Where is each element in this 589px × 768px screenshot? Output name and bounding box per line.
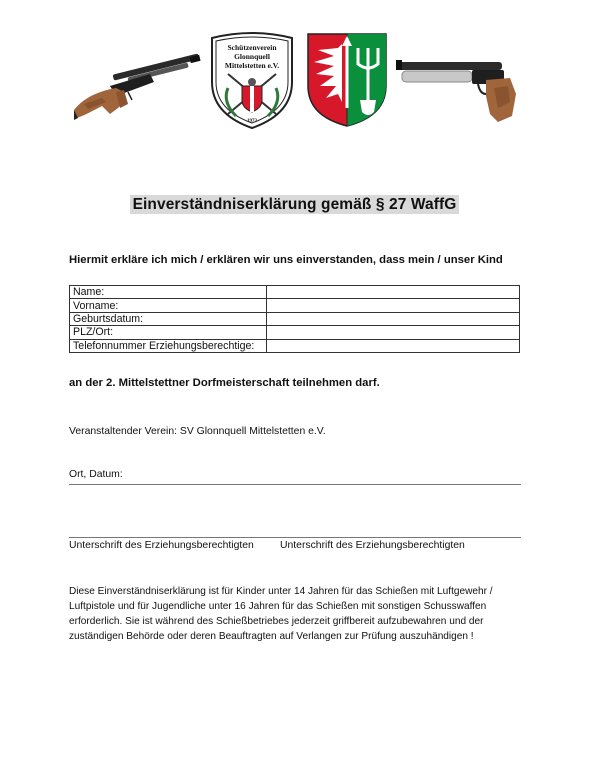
row-field-first-name[interactable] bbox=[267, 299, 520, 312]
club-logo-year: 1973 bbox=[247, 119, 257, 124]
legal-note bbox=[69, 584, 521, 644]
row-field-guardian-phone[interactable] bbox=[267, 339, 520, 352]
table-row bbox=[70, 312, 520, 325]
legal-note-line: zuständigen Behörde oder deren Beauftragten auf Verlangen zur Prüfung auszuhändigen ! bbox=[69, 631, 474, 642]
legal-note-line: erforderlich. Sie ist während des Schießbetriebes jederzeit griffbereit aufzubewahren und der bbox=[69, 616, 484, 627]
row-label-birth-date: Geburtsdatum: bbox=[70, 312, 267, 325]
place-date-line[interactable] bbox=[69, 484, 521, 485]
signature-label-2: Unterschrift des Erziehungsberechtigten bbox=[280, 540, 465, 551]
organizer-line: Veranstaltender Verein: SV Glonnquell Mittelstetten e.V. bbox=[69, 426, 326, 437]
table-row bbox=[70, 299, 520, 312]
municipal-coat-of-arms bbox=[304, 30, 390, 128]
row-label-name: Name: bbox=[70, 286, 267, 299]
signature-line[interactable] bbox=[69, 537, 521, 538]
legal-note-line: Luftpistole und für Jugendliche unter 16 Jahren für das Schießen mit sonstigen Schusswaffen bbox=[69, 601, 487, 612]
child-info-table bbox=[69, 285, 520, 353]
row-label-guardian-phone: Telefonnummer Erziehungsberechtige: bbox=[70, 339, 267, 352]
table-row bbox=[70, 326, 520, 339]
table-row bbox=[70, 339, 520, 352]
air-pistol-image bbox=[394, 54, 520, 126]
document-title bbox=[0, 196, 589, 214]
air-rifle-image bbox=[72, 52, 204, 122]
row-label-postcode-city: PLZ/Ort: bbox=[70, 326, 267, 339]
document-title-text: Einverständniserklärung gemäß § 27 WaffG bbox=[130, 195, 460, 214]
club-logo-line-3: Mittelstetten e.V. bbox=[224, 61, 280, 70]
club-logo-line-2: Glonnquell bbox=[234, 52, 270, 61]
club-logo-line-1: Schützenverein bbox=[227, 43, 277, 52]
row-field-postcode-city[interactable] bbox=[267, 326, 520, 339]
place-date-label: Ort, Datum: bbox=[69, 469, 123, 480]
signature-label-1: Unterschrift des Erziehungsberechtigten bbox=[69, 540, 254, 551]
row-field-birth-date[interactable] bbox=[267, 312, 520, 325]
row-label-first-name: Vorname: bbox=[70, 299, 267, 312]
row-field-name[interactable] bbox=[267, 286, 520, 299]
table-row bbox=[70, 286, 520, 299]
club-crest-logo bbox=[206, 30, 298, 130]
participation-statement: an der 2. Mittelstettner Dorfmeisterschaft teilnehmen darf. bbox=[69, 377, 380, 389]
legal-note-line: Diese Einverständniserklärung ist für Kinder unter 14 Jahren für das Schießen mit Luftgewehr / bbox=[69, 586, 493, 597]
intro-statement: Hiermit erkläre ich mich / erklären wir uns einverstanden, dass mein / unser Kind bbox=[69, 254, 503, 266]
